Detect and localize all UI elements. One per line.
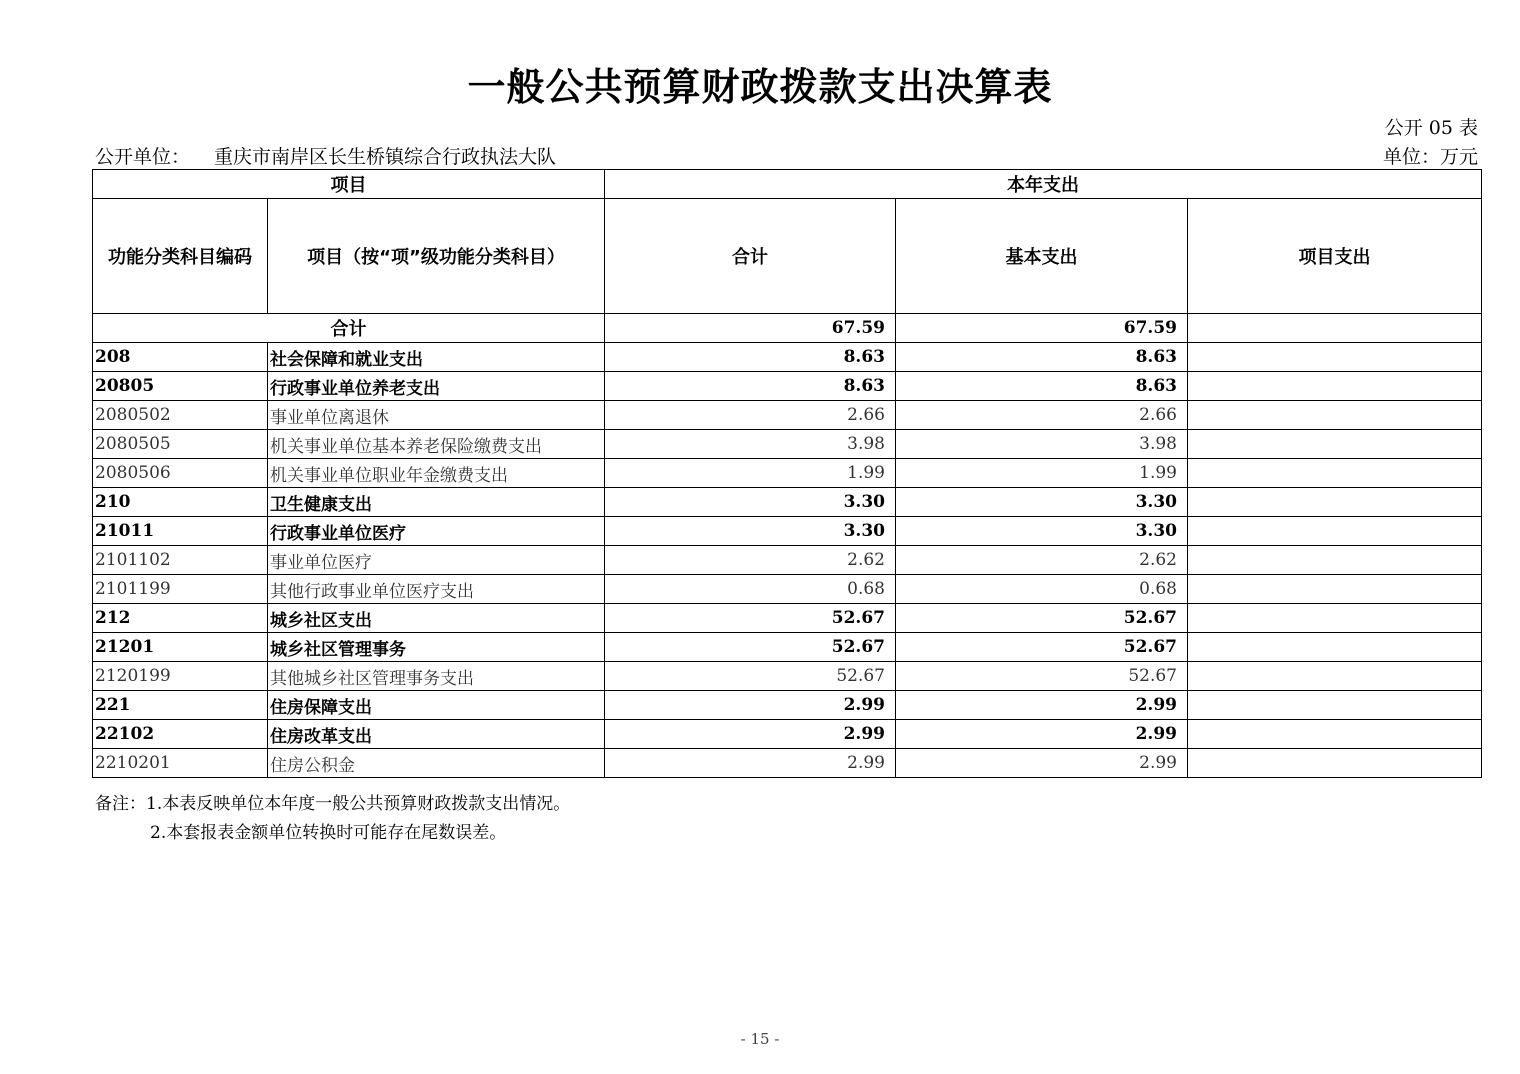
row-total: 52.67 [605,604,896,633]
row-total: 3.30 [605,488,896,517]
total-row [93,314,1482,343]
row-basic: 8.63 [896,372,1188,401]
total-project [1188,314,1482,343]
row-name: 住房公积金 [268,749,605,778]
row-name: 事业单位离退休 [268,401,605,430]
row-basic: 2.99 [896,691,1188,720]
row-total: 52.67 [605,662,896,691]
row-code: 2080502 [93,401,268,430]
row-project [1188,459,1482,488]
table-row [93,720,1482,749]
row-project [1188,720,1482,749]
table-row [93,401,1482,430]
header-project-expense: 项目支出 [1188,199,1482,314]
row-name: 机关事业单位基本养老保险缴费支出 [268,430,605,459]
header-row-1 [93,170,1482,199]
row-name: 事业单位医疗 [268,546,605,575]
row-name: 行政事业单位养老支出 [268,372,605,401]
row-code: 2120199 [93,662,268,691]
row-total: 3.30 [605,517,896,546]
notes [95,790,570,848]
row-total: 2.62 [605,546,896,575]
row-name: 其他行政事业单位医疗支出 [268,575,605,604]
row-name: 卫生健康支出 [268,488,605,517]
row-project [1188,401,1482,430]
row-code: 21011 [93,517,268,546]
row-project [1188,633,1482,662]
unit-label: 公开单位： [95,146,191,168]
table-row [93,488,1482,517]
page-number: - 15 - [740,1030,780,1048]
row-project [1188,662,1482,691]
note-line-2: 2.本套报表金额单位转换时可能存在尾数误差。 [150,823,507,843]
row-code: 2101102 [93,546,268,575]
row-basic: 0.68 [896,575,1188,604]
row-code: 21201 [93,633,268,662]
form-id: 公开 05 表 [1384,117,1478,139]
row-total: 3.98 [605,430,896,459]
row-code: 22102 [93,720,268,749]
row-total: 0.68 [605,575,896,604]
expense-table [92,169,1482,778]
row-basic: 3.30 [896,517,1188,546]
row-name: 住房保障支出 [268,691,605,720]
table-row [93,662,1482,691]
table-row [93,749,1482,778]
row-project [1188,430,1482,459]
header-basic: 基本支出 [896,199,1188,314]
table-row [93,517,1482,546]
row-basic: 52.67 [896,604,1188,633]
row-total: 2.99 [605,691,896,720]
header-project: 项目 [93,170,605,199]
total-value: 67.59 [605,314,896,343]
row-code: 2101199 [93,575,268,604]
row-name: 社会保障和就业支出 [268,343,605,372]
table-row [93,546,1482,575]
row-code: 210 [93,488,268,517]
table-row [93,343,1482,372]
row-total: 2.99 [605,749,896,778]
row-name: 机关事业单位职业年金缴费支出 [268,459,605,488]
row-name: 其他城乡社区管理事务支出 [268,662,605,691]
row-basic: 2.99 [896,749,1188,778]
total-basic: 67.59 [896,314,1188,343]
row-project [1188,546,1482,575]
total-label: 合计 [93,314,605,343]
row-code: 2080506 [93,459,268,488]
row-total: 8.63 [605,372,896,401]
row-basic: 8.63 [896,343,1188,372]
row-total: 1.99 [605,459,896,488]
row-basic: 3.98 [896,430,1188,459]
note-line-1: 备注：1.本表反映单位本年度一般公共预算财政拨款支出情况。 [95,794,571,814]
row-project [1188,691,1482,720]
row-basic: 1.99 [896,459,1188,488]
row-project [1188,488,1482,517]
row-code: 2080505 [93,430,268,459]
row-total: 8.63 [605,343,896,372]
row-basic: 3.30 [896,488,1188,517]
table-row [93,575,1482,604]
table-row [93,691,1482,720]
header-current-year-expense: 本年支出 [605,170,1482,199]
row-basic: 2.99 [896,720,1188,749]
row-name: 行政事业单位医疗 [268,517,605,546]
table-row [93,633,1482,662]
row-basic: 52.67 [896,633,1188,662]
header-code: 功能分类科目编码 [93,199,268,314]
row-name: 城乡社区支出 [268,604,605,633]
table-row [93,604,1482,633]
row-total: 2.66 [605,401,896,430]
page-title: 一般公共预算财政拨款支出决算表 [467,65,1053,109]
unit-info [95,142,556,169]
row-total: 52.67 [605,633,896,662]
row-name: 住房改革支出 [268,720,605,749]
row-code: 221 [93,691,268,720]
currency-label: 单位：万元 [1382,146,1478,168]
row-project [1188,517,1482,546]
row-project [1188,749,1482,778]
row-project [1188,604,1482,633]
row-code: 208 [93,343,268,372]
row-total: 2.99 [605,720,896,749]
table-row [93,459,1482,488]
header-total: 合计 [605,199,896,314]
unit-row [95,142,1478,168]
row-basic: 2.62 [896,546,1188,575]
header-item-name: 项目（按“项”级功能分类科目） [268,199,605,314]
row-project [1188,575,1482,604]
row-project [1188,372,1482,401]
row-code: 2210201 [93,749,268,778]
table-row [93,372,1482,401]
row-code: 212 [93,604,268,633]
row-basic: 52.67 [896,662,1188,691]
row-code: 20805 [93,372,268,401]
row-name: 城乡社区管理事务 [268,633,605,662]
unit-name: 重庆市南岸区长生桥镇综合行政执法大队 [214,146,557,168]
table-row [93,430,1482,459]
row-basic: 2.66 [896,401,1188,430]
row-project [1188,343,1482,372]
header-row-2 [93,199,1482,314]
